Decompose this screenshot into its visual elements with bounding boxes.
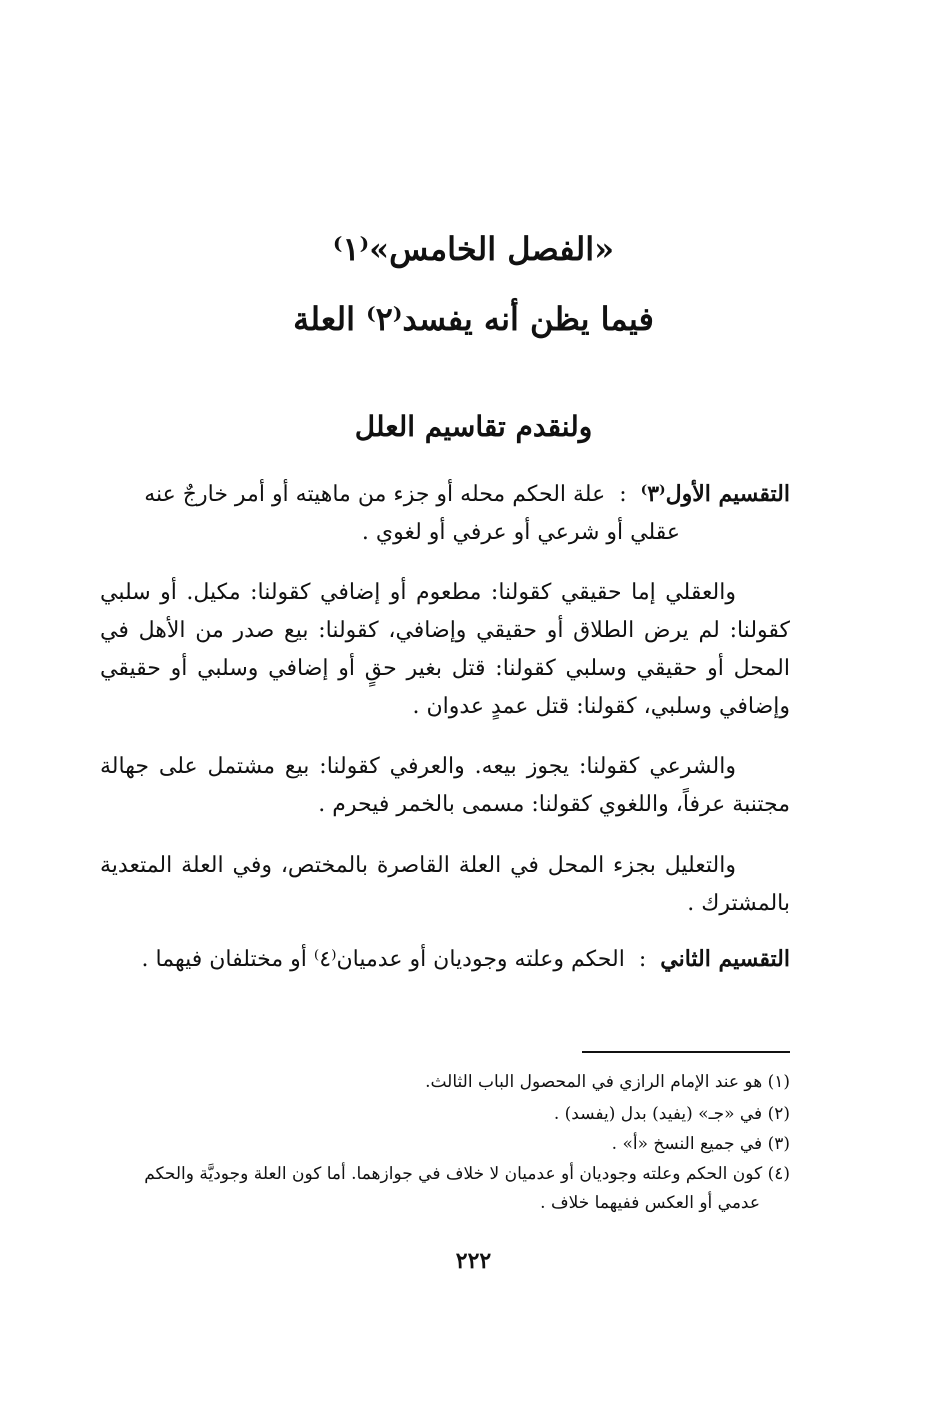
page-number: ٢٢٢ [455, 1248, 492, 1274]
section-heading: ولنقدم تقاسيم العلل [354, 410, 593, 443]
footnote-line: (٤) كون الحكم وعلته وجوديان أو عدميان لا خلاف في جوازهما. أما كون العلة وجوديَّة والحكم [144, 1164, 790, 1184]
footnote-divider [582, 1051, 790, 1053]
label-separator: : [638, 947, 647, 972]
footnote-4 [100, 1160, 790, 1218]
footnote-2: (٢) في «جـ» (يفيد) بدل (يفسد) . [553, 1104, 790, 1124]
division-label: التقسيم الأول⁽٣⁾ [640, 481, 790, 507]
paragraph-line [100, 475, 790, 514]
paragraph-text: والعقلي إما حقيقي كقولنا: مطعوم أو إضافي كقولنا: مكيل. أو سلبي كقولنا: لم يرض الطلاق أو حقيقي وإضافي، كقولنا: بيع صدر من الأهل في المحل أو حقيقي وسلبي كقولنا: قتل بغير حقٍ أو إضافي وسلبي أو حقيقي وإضافي وسلبي، كقولنا: قتل عمدٍ عدوان . [100, 580, 790, 719]
footnote-continuation: عدمي أو العكس ففيهما خلاف . [540, 1193, 760, 1213]
label-separator: : [619, 482, 627, 507]
paragraph-rational [100, 574, 790, 726]
paragraph-text: الحكم وعلته وجوديان أو عدميان⁽٤⁾ أو مختلفان فيهما . [141, 947, 625, 972]
paragraph-text: والشرعي كقولنا: يجوز بيعه. والعرفي كقولنا: بيع مشتمل على جهالة مجتنبة عرفاً، واللغوي كقولنا: مسمى بالخمر فيحرم . [100, 754, 790, 817]
chapter-heading: «الفصل الخامس»⁽١⁾ [332, 230, 615, 268]
paragraph-text: علة الحكم محله أو جزء من ماهيته أو أمر خارجٌ عنه [144, 482, 606, 507]
paragraph-justification [100, 847, 790, 923]
paragraph-legal [100, 748, 790, 824]
chapter-subtitle: فيما يظن أنه يفسد⁽٢⁾ العلة [293, 300, 654, 338]
paragraph-text: والتعليل بجزء المحل في العلة القاصرة بالمختص، وفي العلة المتعدية بالمشترك . [100, 853, 790, 916]
footnote-3: (٣) في جميع النسخ «أ» . [611, 1134, 790, 1154]
division-label: التقسيم الثاني [660, 946, 790, 972]
paragraph-continuation: عقلي أو شرعي أو عرفي أو لغوي . [361, 520, 680, 545]
footnote-1: (١) هو عند الإمام الرازي في المحصول الباب الثالث. [425, 1072, 790, 1092]
paragraph-second-division [100, 940, 790, 979]
paragraph-first-division [100, 475, 790, 552]
